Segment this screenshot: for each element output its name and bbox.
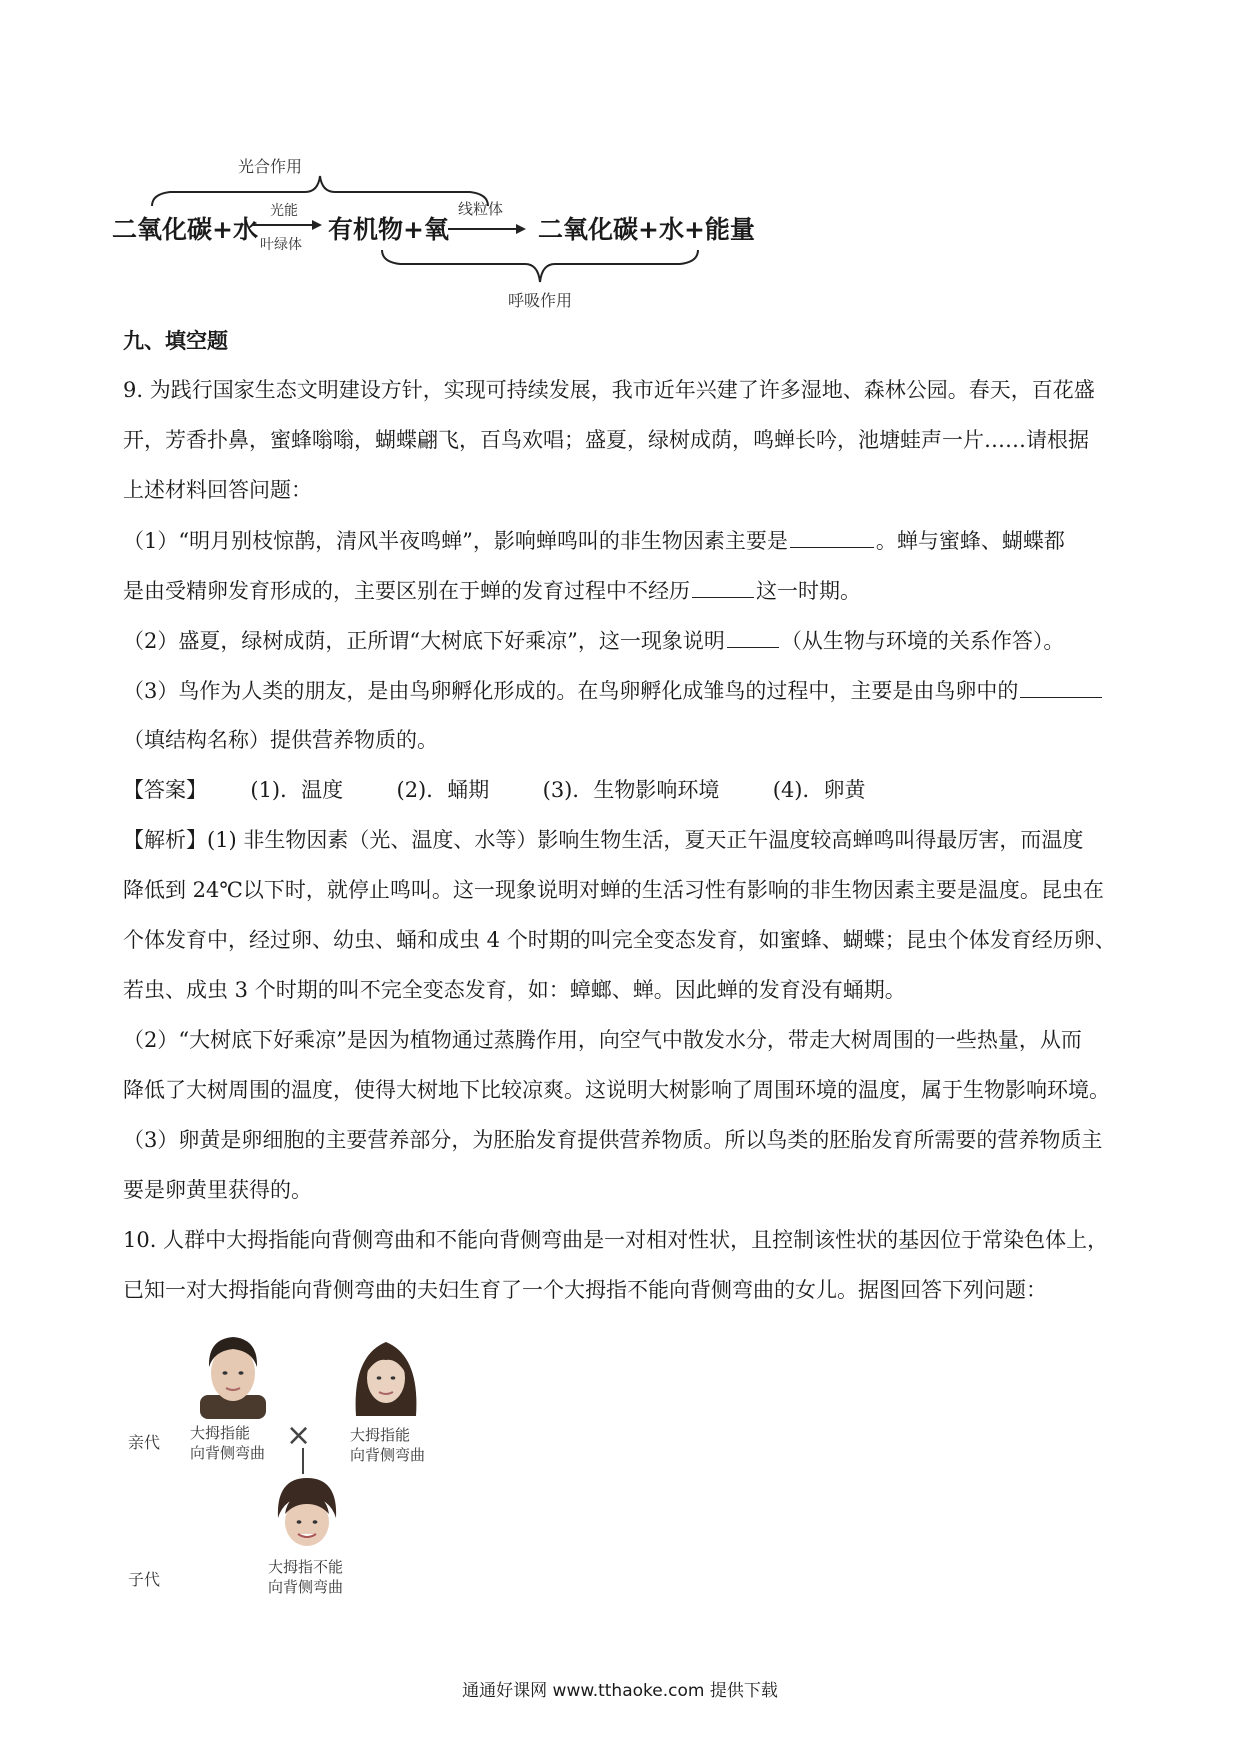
analysis-line2: 降低到 24℃以下时，就停止鸣叫。这一现象说明对蝉的生活习性有影响的非生物因素主要是温度。昆虫在	[123, 878, 1104, 902]
answer-2: (2)．蛹期	[396, 778, 490, 802]
q9-sub1-text2: 是由受精卵发育形成的，主要区别在于蝉的发育过程中不经历	[123, 579, 690, 603]
respiration-products-text: 二氧化碳+水+能量	[538, 215, 755, 244]
q9-sub1-text: （1）“明月别枝惊鹊，清风半夜鸣蝉”，影响蝉鸣叫的非生物因素主要是	[123, 529, 788, 553]
page-footer: 通通好课网 www.tthaoke.com 提供下载	[462, 1681, 778, 1701]
top-brace-icon	[150, 172, 490, 208]
answer-1: (1)．温度	[250, 778, 344, 802]
analysis-line6: 降低了大树周围的温度，使得大树地下比较凉爽。这说明大树影响了周围环境的温度，属于生物影响环境。	[123, 1078, 1110, 1102]
analysis-line1	[123, 825, 1133, 855]
light-energy-label: 光能	[270, 203, 298, 219]
answer-blank[interactable]	[790, 525, 874, 548]
bottom-brace-icon	[380, 248, 700, 288]
mitochondria-label: 线粒体	[458, 200, 504, 218]
answer-blank[interactable]	[727, 625, 779, 648]
q9-sub3-line1	[123, 675, 1133, 706]
answer-label: 【答案】	[123, 778, 207, 802]
q9-sub1-line2	[123, 575, 1133, 606]
q10-stem-line2: 已知一对大拇指能向背侧弯曲的夫妇生育了一个大拇指不能向背侧弯曲的女儿。据图回答下列问题：	[123, 1278, 1047, 1302]
q9-stem-line2: 开，芳香扑鼻，蜜蜂嗡嗡，蝴蝶翩飞，百鸟欢唱；盛夏，绿树成荫，鸣蝉长吟，池塘蛙声一片……请根据	[123, 428, 1089, 452]
q9-stem-line1: 9. 为践行国家生态文明建设方针，实现可持续发展，我市近年兴建了许多湿地、森林公园。春天，百花盛	[123, 378, 1095, 402]
daughter-portrait-icon	[272, 1474, 342, 1554]
analysis-line8: 要是卵黄里获得的。	[123, 1178, 312, 1202]
q10-stem-line1: 10. 人群中大拇指能向背侧弯曲和不能向背侧弯曲是一对相对性状，且控制该性状的基因位于常染色体上，	[123, 1228, 1109, 1252]
q9-sub3-line2: （填结构名称）提供营养物质的。	[123, 728, 438, 752]
q9-sub1-line1	[123, 525, 1133, 556]
mother-trait-line2: 向背侧弯曲	[350, 1446, 426, 1464]
q9-sub2-text: （2）盛夏，绿树成荫，正所谓“大树底下好乘凉”，这一现象说明	[123, 629, 725, 653]
answer-3: (3)．生物影响环境	[542, 778, 720, 802]
q9-sub2-text-end: （从生物与环境的关系作答）。	[780, 629, 1065, 653]
products-text: 有机物+氧	[328, 215, 449, 244]
q9-sub2	[123, 625, 1133, 656]
daughter-trait-line1: 大拇指不能	[268, 1558, 344, 1576]
analysis-line4: 若虫、成虫 3 个时期的叫不完全变态发育，如：蟑螂、蝉。因此蝉的发育没有蛹期。	[123, 978, 906, 1002]
parent-generation-label: 亲代	[128, 1433, 161, 1452]
father-portrait-icon	[196, 1333, 270, 1419]
section-heading: 九、填空题	[123, 329, 228, 353]
q9-sub1-text2-end: 这一时期。	[756, 579, 861, 603]
father-trait-line1: 大拇指能	[190, 1424, 251, 1442]
analysis-line5: （2）“大树底下好乘凉”是因为植物通过蒸腾作用，向空气中散发水分，带走大树周围的一些热量，从而	[123, 1028, 1082, 1052]
q9-sub3-text: （3）鸟作为人类的朋友，是由鸟卵孵化形成的。在鸟卵孵化成雏鸟的过程中，主要是由鸟卵中的	[123, 679, 1019, 703]
daughter-trait-line2: 向背侧弯曲	[268, 1578, 344, 1596]
mother-portrait-icon	[350, 1336, 422, 1422]
arrow-icon	[448, 222, 528, 236]
photosynthesis-label: 光合作用	[238, 157, 303, 176]
arrow-icon	[252, 218, 324, 232]
answer-4: (4)．卵黄	[772, 778, 866, 802]
reactants-text: 二氧化碳+水	[112, 215, 258, 244]
descent-line-icon	[300, 1448, 306, 1474]
analysis-label: 【解析】	[123, 828, 207, 852]
chloroplast-label: 叶绿体	[260, 237, 302, 253]
analysis-line7: （3）卵黄是卵细胞的主要营养部分，为胚胎发育提供营养物质。所以鸟类的胚胎发育所需要的营养物质主	[123, 1128, 1103, 1152]
q9-answer-line	[123, 775, 1133, 805]
q9-sub1-text-end: 。蝉与蜜蜂、蝴蝶都	[875, 529, 1065, 553]
respiration-label: 呼吸作用	[508, 291, 573, 310]
father-trait-line2: 向背侧弯曲	[190, 1444, 266, 1462]
child-generation-label: 子代	[128, 1570, 161, 1589]
analysis-text: (1) 非生物因素（光、温度、水等）影响生物生活，夏天正午温度较高蝉鸣叫得最厉害，而温度	[207, 828, 1084, 852]
answer-blank[interactable]	[1020, 675, 1102, 698]
mother-trait-line1: 大拇指能	[350, 1426, 411, 1444]
q9-stem-line3: 上述材料回答问题：	[123, 478, 312, 502]
analysis-line3: 个体发育中，经过卵、幼虫、蛹和成虫 4 个时期的叫完全变态发育，如蜜蜂、蝴蝶；昆虫个体发育经历卵、	[123, 928, 1116, 952]
cross-symbol: ×	[286, 1418, 312, 1453]
answer-blank[interactable]	[692, 575, 754, 598]
